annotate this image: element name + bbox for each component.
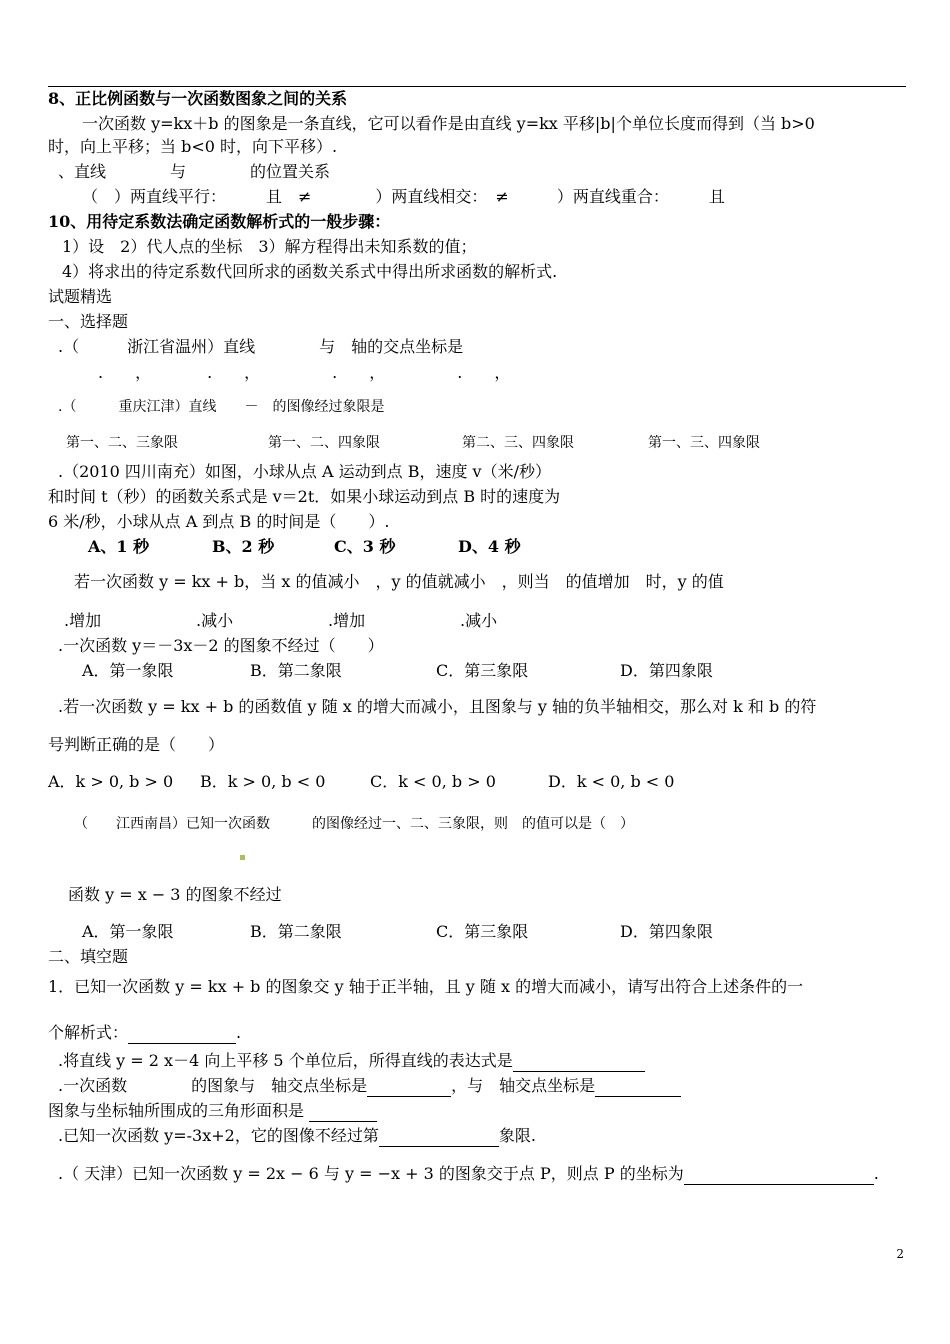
question-7: （ 江西南昌）已知一次函数 的图像经过一、二、三象限，则 的值可以是（ ）	[74, 816, 634, 832]
fill-3-text-b: ，与 轴交点坐标是	[451, 1076, 596, 1095]
question-4-option-c: .增加	[328, 611, 366, 630]
fill-3-area-text: 图象与坐标轴所围成的三角形面积是	[48, 1101, 305, 1120]
question-6-line-1: .若一次函数 y = kx + b 的函数值 y 随 x 的增大而减小，且图象与 y 轴的负半轴相交，那么对 k 和 b 的符	[58, 697, 817, 716]
question-8-option-d: D．第四象限	[620, 922, 713, 941]
question-3-option-d: D、4 秒	[458, 537, 521, 556]
question-8: 函数 y = x − 3 的图象不经过	[68, 885, 282, 904]
section-8-text-2: 时，向上平移；当 b<0 时，向下平移）.	[48, 137, 338, 156]
question-2-option-b: 第一、二、四象限	[268, 435, 380, 451]
fill-5-period: .	[873, 1164, 879, 1183]
marker-dot	[240, 855, 245, 860]
question-3-option-b: B、2 秒	[212, 537, 275, 556]
question-8-option-b: B．第二象限	[250, 922, 342, 941]
question-3-option-a: A、1 秒	[88, 537, 150, 556]
fill-2	[58, 1050, 645, 1072]
part-2-heading: 二、填空题	[48, 947, 129, 966]
fill-4	[58, 1125, 536, 1147]
question-6-option-b: B．k > 0, b < 0	[200, 772, 326, 791]
question-2-option-a: 第一、二、三象限	[66, 435, 178, 451]
fill-3-blank-x[interactable]	[367, 1080, 451, 1097]
section-8-title: 8、正比例函数与一次函数图象之间的关系	[48, 89, 348, 108]
question-6-line-2: 号判断正确的是（ ）	[48, 735, 225, 754]
header-rule	[48, 86, 906, 87]
question-8-option-c: C．第三象限	[436, 922, 529, 941]
question-3-option-c: C、3 秒	[334, 537, 396, 556]
fill-1-line-2: 个解析式： .	[48, 1023, 242, 1042]
fill-2-answer-blank[interactable]	[513, 1055, 645, 1072]
question-2: .（ 重庆江津）直线 － 的图像经过象限是	[58, 399, 385, 415]
fill-4-text-a: .已知一次函数 y=-3x+2，它的图像不经过第	[58, 1126, 379, 1145]
question-4: 若一次函数 y = kx + b，当 x 的值减小 ，y 的值就减小 ，则当 的值增加 时，y 的值	[74, 572, 724, 591]
fill-5-text: .（ 天津）已知一次函数 y = 2x − 6 与 y = −x + 3 的图象交于点 P，则点 P 的坐标为	[58, 1164, 684, 1183]
question-4-option-d: .减小	[460, 611, 498, 630]
fill-1-line-1: 1．已知一次函数 y = kx + b 的图象交 y 轴于正半轴，且 y 随 x 的增大而减小，请写出符合上述条件的一	[48, 977, 804, 996]
question-5-option-c: C．第三象限	[436, 661, 529, 680]
question-5-option-a: A．第一象限	[82, 661, 174, 680]
fill-3	[58, 1075, 681, 1097]
section-10-step-1: 1）设 2）代人点的坐标 3）解方程得出未知系数的值；	[62, 237, 477, 256]
fill-5-blank[interactable]	[684, 1168, 874, 1185]
fill-3-blank-area[interactable]	[309, 1105, 377, 1122]
question-3-line-2: 和时间 t（秒）的函数关系式是 v＝2t．如果小球运动到点 B 时的速度为	[48, 487, 561, 506]
fill-1-answer-blank[interactable]	[128, 1027, 236, 1044]
fill-3-text-a: .一次函数 的图象与 轴交点坐标是	[58, 1076, 368, 1095]
fill-2-text: .将直线 y = 2 x－4 向上平移 5 个单位后，所得直线的表达式是	[58, 1051, 513, 1070]
question-5: .一次函数 y＝－3x－2 的图象不经过（ ）	[58, 636, 384, 655]
question-6-option-a: A．k > 0, b > 0	[48, 772, 174, 791]
fill-5	[58, 1163, 879, 1185]
question-1: .（ 浙江省温州）直线 与 轴的交点坐标是	[58, 337, 464, 356]
question-4-option-b: .减小	[196, 611, 234, 630]
question-5-option-d: D．第四象限	[620, 661, 713, 680]
fill-1-label: 个解析式：	[48, 1023, 129, 1042]
section-9-title: 、直线 与 的位置关系	[58, 162, 331, 181]
question-4-option-a: .增加	[64, 611, 102, 630]
question-1-options: . ， . ， . ， . ，	[98, 363, 511, 382]
question-8-option-a: A．第一象限	[82, 922, 174, 941]
question-6-option-c: C．k < 0, b > 0	[370, 772, 496, 791]
section-10-step-2: 4）将求出的待定系数代回所求的函数关系式中得出所求函数的解析式.	[62, 262, 558, 281]
page-number: 2	[896, 1247, 904, 1261]
part-1-heading: 一、选择题	[48, 312, 129, 331]
fill-4-blank[interactable]	[379, 1130, 499, 1147]
question-6-option-d: D．k < 0, b < 0	[548, 772, 675, 791]
practice-heading: 试题精选	[48, 287, 113, 306]
section-10-title: 10、用待定系数法确定函数解析式的一般步骤：	[48, 212, 391, 231]
fill-4-text-b: 象限.	[498, 1126, 536, 1145]
fill-3-line-2	[48, 1100, 377, 1122]
question-2-option-c: 第二、三、四象限	[462, 435, 574, 451]
question-3-line-3: 6 米/秒，小球从点 A 到点 B 的时间是（ ）.	[48, 512, 390, 531]
question-3-line-1: .（2010 四川南充）如图，小球从点 A 运动到点 B，速度 v（米/秒）	[58, 462, 551, 481]
section-8-text-1: 一次函数 y=kx＋b 的图象是一条直线，它可以看作是由直线 y=kx 平移|b|个单位长度而得到（当 b>0	[82, 114, 815, 133]
question-5-option-b: B．第二象限	[250, 661, 342, 680]
question-2-option-d: 第一、三、四象限	[648, 435, 760, 451]
fill-3-blank-y[interactable]	[595, 1080, 681, 1097]
section-9-text: （ ）两直线平行： 且 ≠ ）两直线相交： ≠ ）两直线重合： 且	[82, 187, 725, 206]
